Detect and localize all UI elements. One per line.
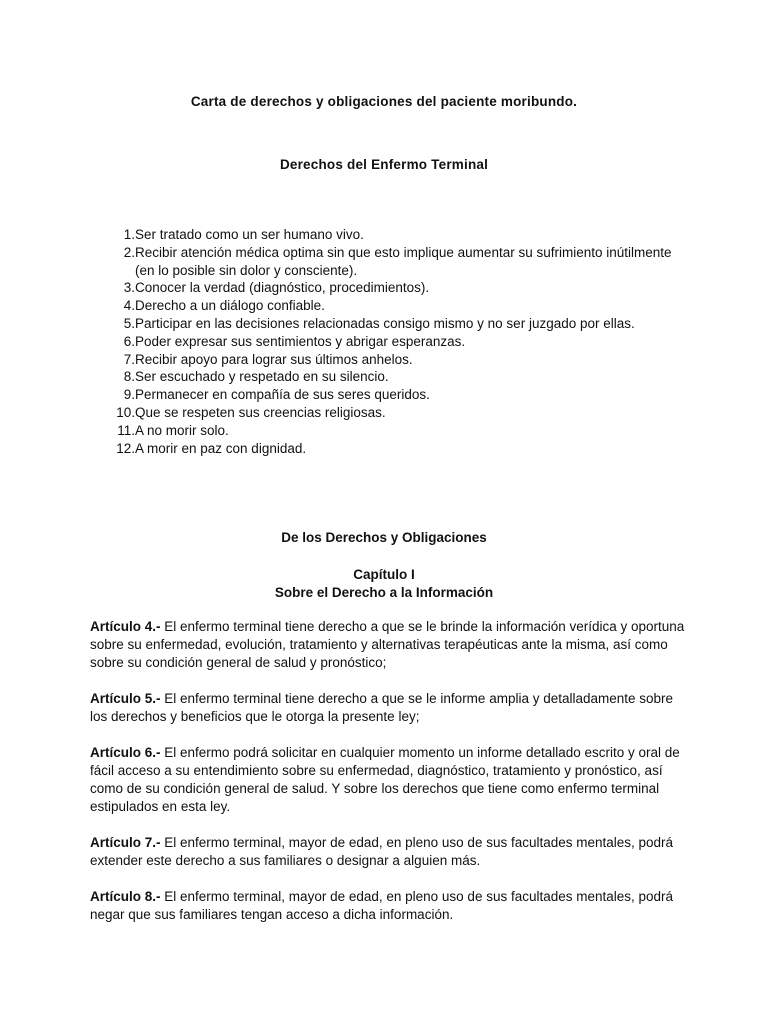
list-item xyxy=(88,333,688,351)
list-item xyxy=(88,297,688,315)
list-number: 6. xyxy=(123,333,135,349)
list-item xyxy=(88,351,688,369)
article-text: El enfermo podrá solicitar en cualquier momento un informe detallado escrito y oral de fácil acceso a su entendimiento sobre su enfermedad, diagnóstico, tratamiento y pronóstico, así como de su condición general de salud. Y sobre los derechos que tiene como enfermo terminal estipulados en esta ley. xyxy=(90,745,680,814)
chapter-title: Sobre el Derecho a la Información xyxy=(274,585,494,600)
chapter-heading xyxy=(0,566,768,602)
list-number: 5. xyxy=(123,315,135,331)
document-title: Carta de derechos y obligaciones del paciente moribundo. xyxy=(190,94,578,109)
list-number: 7. xyxy=(123,351,135,367)
article-text: El enfermo terminal tiene derecho a que se le informe amplia y detalladamente sobre los derechos y beneficios que le otorga la presente ley; xyxy=(90,691,674,724)
list-number: 10. xyxy=(116,404,135,420)
list-item xyxy=(88,422,688,440)
list-item xyxy=(88,386,688,404)
list-text: A morir en paz con dignidad. xyxy=(135,440,307,456)
article-paragraph xyxy=(90,834,690,870)
article-paragraph xyxy=(90,618,690,672)
list-text: Conocer la verdad (diagnóstico, procedimientos). xyxy=(135,280,430,296)
section-heading: De los Derechos y Obligaciones xyxy=(281,530,487,545)
list-item xyxy=(88,440,688,458)
article-text: El enfermo terminal, mayor de edad, en pleno uso de sus facultades mentales, podrá negar que sus familiares tengan acceso a dicha información. xyxy=(90,889,674,922)
articles-section xyxy=(90,618,690,942)
list-number: 11. xyxy=(117,422,135,438)
article-label: Artículo 5.- xyxy=(90,691,161,706)
list-text: Poder expresar sus sentimientos y abrigar esperanzas. xyxy=(135,333,466,349)
list-text: Que se respeten sus creencias religiosas. xyxy=(135,404,386,420)
article-label: Artículo 6.- xyxy=(90,745,161,760)
list-text: Derecho a un diálogo confiable. xyxy=(135,298,325,314)
rights-list xyxy=(88,226,688,457)
list-item xyxy=(88,244,688,280)
article-paragraph xyxy=(90,690,690,726)
list-item xyxy=(88,404,688,422)
list-number: 2. xyxy=(123,244,135,260)
article-text: El enfermo terminal tiene derecho a que se le brinde la información verídica y oportuna sobre su enfermedad, evolución, tratamiento y alternativas terapéuticas ante la misma, así como sobre su condición general de salud y pronóstico; xyxy=(90,619,685,670)
list-text: Ser escuchado y respetado en su silencio. xyxy=(135,369,389,385)
list-text: Recibir apoyo para lograr sus últimos anhelos. xyxy=(135,351,413,367)
list-text: Recibir atención médica optima sin que esto implique aumentar su sufrimiento inútilmente (en lo posible sin dolor y consciente). xyxy=(135,244,672,278)
list-number: 1. xyxy=(123,227,135,242)
article-paragraph xyxy=(90,888,690,924)
chapter-label: Capítulo I xyxy=(353,567,415,582)
list-text: Ser tratado como un ser humano vivo. xyxy=(135,227,364,242)
list-text: Participar en las decisiones relacionadas consigo mismo y no ser juzgado por ellas. xyxy=(135,315,635,331)
list-number: 8. xyxy=(123,369,135,385)
article-label: Artículo 4.- xyxy=(90,619,161,634)
rights-heading: Derechos del Enfermo Terminal xyxy=(279,157,489,172)
article-paragraph xyxy=(90,744,690,816)
list-item xyxy=(88,368,688,386)
article-text: El enfermo terminal, mayor de edad, en pleno uso de sus facultades mentales, podrá extender este derecho a sus familiares o designar a alguien más. xyxy=(90,835,674,868)
list-text: Permanecer en compañía de sus seres queridos. xyxy=(135,387,430,403)
article-label: Artículo 8.- xyxy=(90,889,161,904)
list-text: A no morir solo. xyxy=(135,422,229,438)
list-item xyxy=(88,226,688,244)
list-item xyxy=(88,315,688,333)
list-number: 4. xyxy=(123,298,135,314)
list-number: 12. xyxy=(116,440,135,456)
article-label: Artículo 7.- xyxy=(90,835,161,850)
list-number: 3. xyxy=(123,280,135,296)
list-number: 9. xyxy=(123,387,135,403)
list-item xyxy=(88,279,688,297)
